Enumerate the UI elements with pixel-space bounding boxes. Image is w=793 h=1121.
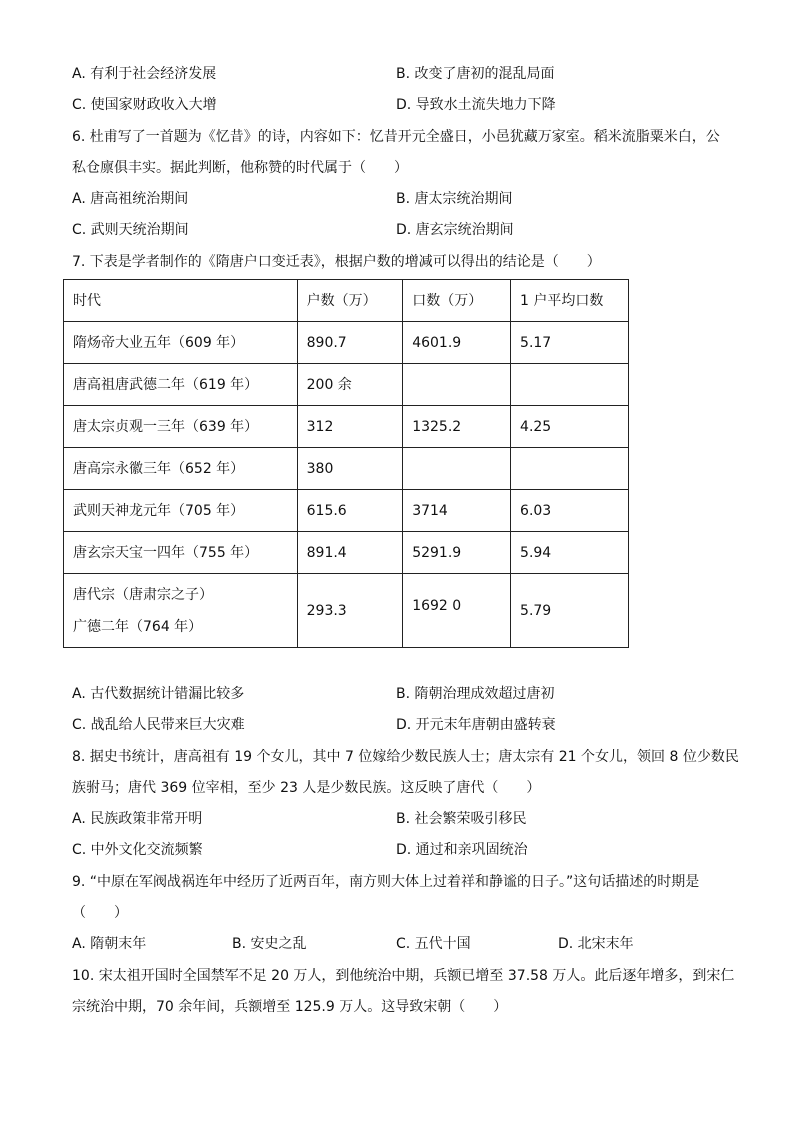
- cell-era-line2: 广德二年（764 年）: [73, 618, 203, 635]
- q8-option-d: D. 通过和亲巩固统治: [396, 842, 528, 858]
- q9-option-c: C. 五代十国: [396, 936, 471, 952]
- cell-households: 615.6: [297, 490, 403, 532]
- cell-average: [511, 364, 629, 406]
- cell-population: 1325.2: [403, 406, 511, 448]
- cell-average: [511, 448, 629, 490]
- cell-households: 380: [297, 448, 403, 490]
- cell-households: 312: [297, 406, 403, 448]
- cell-households: 200 余: [297, 364, 403, 406]
- cell-era: 唐玄宗天宝一四年（755 年）: [64, 532, 298, 574]
- q6-option-b: B. 唐太宗统治期间: [396, 191, 513, 207]
- q6-stem-line2: 私仓廪俱丰实。据此判断，他称赞的时代属于（ ）: [72, 160, 408, 176]
- table-row: [64, 406, 629, 448]
- q7-option-b: B. 隋朝治理成效超过唐初: [396, 686, 555, 702]
- q7-option-c: C. 战乱给人民带来巨大灾难: [72, 717, 245, 733]
- table-header-row: [64, 280, 629, 322]
- cell-era: [64, 574, 298, 648]
- cell-era: 唐太宗贞观一三年（639 年）: [64, 406, 298, 448]
- q10-stem-line2: 宗统治中期，70 余年间，兵额增至 125.9 万人。这导致宋朝（ ）: [72, 999, 508, 1015]
- cell-average: 6.03: [511, 490, 629, 532]
- cell-era-line1: 唐代宗（唐肃宗之子）: [73, 586, 213, 603]
- table-row: [64, 364, 629, 406]
- q6-option-a: A. 唐高祖统治期间: [72, 191, 189, 207]
- household-population-table: [63, 279, 629, 648]
- cell-era: 隋炀帝大业五年（609 年）: [64, 322, 298, 364]
- q5-option-d: D. 导致水土流失地力下降: [396, 97, 556, 113]
- cell-households: 890.7: [297, 322, 403, 364]
- q7-option-d: D. 开元末年唐朝由盛转衰: [396, 717, 556, 733]
- q9-stem-line2: （ ）: [72, 905, 128, 921]
- q9-option-a: A. 隋朝末年: [72, 936, 147, 952]
- cell-population: [403, 364, 511, 406]
- cell-population: 5291.9: [403, 532, 511, 574]
- q8-option-b: B. 社会繁荣吸引移民: [396, 811, 527, 827]
- q5-option-c: C. 使国家财政收入大增: [72, 97, 217, 113]
- q6-stem-line1: 6. 杜甫写了一首题为《忆昔》的诗，内容如下：忆昔开元全盛日，小邑犹藏万家室。稻米流脂粟米白，公: [72, 129, 720, 145]
- cell-era: 唐高祖唐武德二年（619 年）: [64, 364, 298, 406]
- q8-option-a: A. 民族政策非常开明: [72, 811, 203, 827]
- q8-stem-line2: 族驸马；唐代 369 位宰相，至少 23 人是少数民族。这反映了唐代（ ）: [72, 780, 541, 796]
- q5-option-b: B. 改变了唐初的混乱局面: [396, 66, 555, 82]
- header-population: 口数（万）: [403, 280, 511, 322]
- cell-average: 5.94: [511, 532, 629, 574]
- q8-stem-line1: 8. 据史书统计，唐高祖有 19 个女儿，其中 7 位嫁给少数民族人士；唐太宗有 21 个女儿，领回 8 位少数民: [72, 749, 739, 765]
- q8-option-c: C. 中外文化交流频繁: [72, 842, 203, 858]
- header-households: 户数（万）: [297, 280, 403, 322]
- cell-era: 唐高宗永徽三年（652 年）: [64, 448, 298, 490]
- q5-option-a: A. 有利于社会经济发展: [72, 66, 217, 82]
- cell-households: 891.4: [297, 532, 403, 574]
- cell-average: 5.79: [511, 574, 629, 648]
- table-row: [64, 448, 629, 490]
- q7-option-a: A. 古代数据统计错漏比较多: [72, 686, 245, 702]
- cell-households: 293.3: [297, 574, 403, 648]
- cell-average: 5.17: [511, 322, 629, 364]
- q7-stem: 7. 下表是学者制作的《隋唐户口变迁表》，根据户数的增减可以得出的结论是（ ）: [72, 254, 601, 270]
- q6-option-c: C. 武则天统治期间: [72, 222, 189, 238]
- cell-average: 4.25: [511, 406, 629, 448]
- header-average: 1 户平均口数: [511, 280, 629, 322]
- q6-option-d: D. 唐玄宗统治期间: [396, 222, 514, 238]
- table-row: [64, 322, 629, 364]
- cell-era: 武则天神龙元年（705 年）: [64, 490, 298, 532]
- q10-stem-line1: 10. 宋太祖开国时全国禁军不足 20 万人，到他统治中期，兵额已增至 37.58 万人。此后逐年增多，到宋仁: [72, 968, 735, 984]
- table-row: [64, 574, 629, 648]
- cell-population: 1692 0: [403, 574, 511, 648]
- table-row: [64, 532, 629, 574]
- cell-population: 4601.9: [403, 322, 511, 364]
- header-era: 时代: [64, 280, 298, 322]
- q9-option-d: D. 北宋末年: [558, 936, 634, 952]
- q9-stem-line1: 9. “中原在军阀战祸连年中经历了近两百年，南方则大体上过着祥和静谧的日子。”这句话描述的时期是: [72, 874, 700, 890]
- cell-population: 3714: [403, 490, 511, 532]
- table-row: [64, 490, 629, 532]
- q9-option-b: B. 安史之乱: [232, 936, 307, 952]
- cell-population: [403, 448, 511, 490]
